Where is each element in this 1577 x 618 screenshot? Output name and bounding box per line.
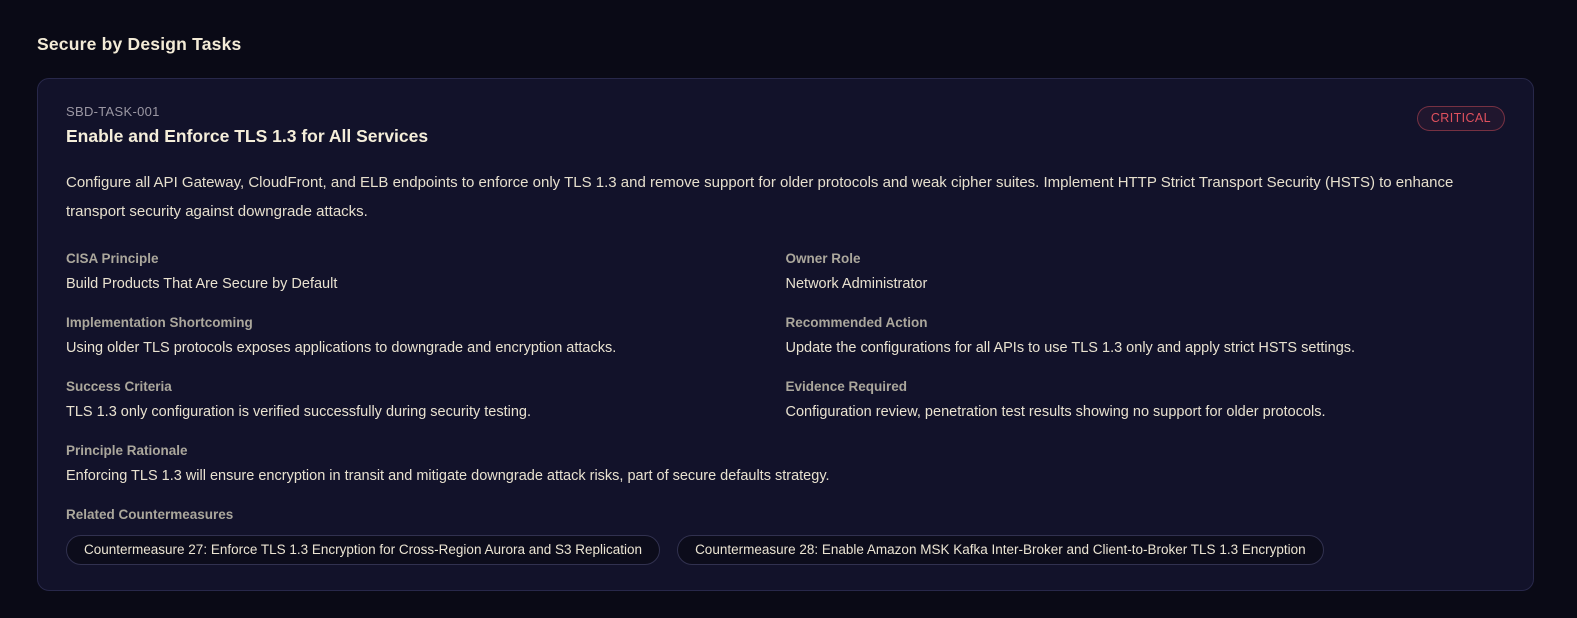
task-title: Enable and Enforce TLS 1.3 for All Services: [66, 126, 429, 146]
severity-badge: CRITICAL: [1417, 106, 1505, 131]
field-value: Update the configurations for all APIs to use TLS 1.3 only and apply strict HSTS settings.: [785, 340, 1356, 356]
card-header: [66, 104, 1505, 147]
field-value: Using older TLS protocols exposes applications to downgrade and encryption attacks.: [66, 340, 617, 356]
field-label: Owner Role: [785, 251, 861, 266]
task-id: SBD-TASK-001: [66, 104, 160, 119]
field-implementation-shortcoming: [66, 315, 786, 356]
countermeasure-chip-28[interactable]: Countermeasure 28: Enable Amazon MSK Kafka Inter-Broker and Client-to-Broker TLS 1.3 Encryption: [677, 535, 1324, 565]
card-header-left: [66, 104, 428, 147]
field-label: Implementation Shortcoming: [66, 315, 253, 330]
field-value: Configuration review, penetration test results showing no support for older protocols.: [785, 404, 1326, 420]
field-label: CISA Principle: [66, 251, 159, 266]
field-grid: [66, 251, 1505, 588]
page-title: Secure by Design Tasks: [37, 34, 242, 54]
field-label: Recommended Action: [785, 315, 928, 330]
field-value: Build Products That Are Secure by Default: [66, 276, 338, 292]
field-label: Evidence Required: [785, 379, 908, 394]
related-countermeasures-label: Related Countermeasures: [66, 507, 234, 522]
field-value: Network Administrator: [785, 276, 928, 292]
field-cisa-principle: [66, 251, 786, 292]
field-success-criteria: [66, 379, 786, 420]
field-recommended-action: [786, 315, 1506, 356]
related-countermeasures-section: [66, 507, 1505, 565]
field-principle-rationale: [66, 443, 1505, 484]
countermeasure-chip-27[interactable]: Countermeasure 27: Enforce TLS 1.3 Encryption for Cross-Region Aurora and S3 Replication: [66, 535, 660, 565]
field-label: Success Criteria: [66, 379, 172, 394]
countermeasure-chips: [66, 535, 1505, 565]
task-description: Configure all API Gateway, CloudFront, and ELB endpoints to enforce only TLS 1.3 and remove support for older protocols and weak cipher suites. Implement HTTP Strict Transport Security (HSTS) to enhance transport security against downgrade attacks.: [66, 174, 1454, 220]
field-owner-role: [786, 251, 1506, 292]
field-value: Enforcing TLS 1.3 will ensure encryption in transit and mitigate downgrade attack risks, part of secure defaults strategy.: [66, 468, 830, 484]
field-label: Principle Rationale: [66, 443, 188, 458]
field-evidence-required: [786, 379, 1506, 420]
task-card: [37, 78, 1534, 591]
field-value: TLS 1.3 only configuration is verified successfully during security testing.: [66, 404, 532, 420]
